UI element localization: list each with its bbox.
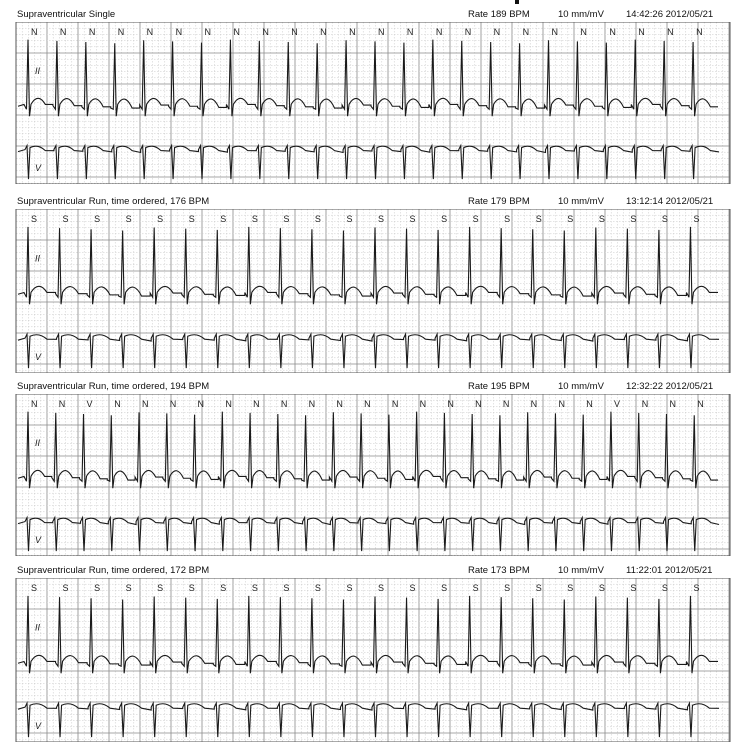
beat-annotation-label: S [504,583,511,593]
beat-annotation-label: S [314,214,321,224]
beat-annotation-label: S [62,214,69,224]
strip-title: Supraventricular Run, time ordered, 176 BPM [17,196,210,207]
beat-annotation-label: N [667,27,674,37]
strip-header [0,8,736,22]
beat-annotation-label: N [641,399,649,409]
ecg-grid-and-trace [0,209,736,373]
beat-annotation-label: N [669,399,676,409]
ecg-grid-and-trace [0,22,736,184]
heart-rate: Rate 189 BPM [468,9,530,20]
beat-annotation-label: N [31,399,38,409]
beat-annotation-label: S [630,214,637,224]
beat-annotation-label: S [125,214,132,224]
beat-annotation-label: S [567,583,574,593]
beat-annotation-label: N [114,399,121,409]
beat-annotation-label: S [409,214,416,224]
strip-timestamp: 12:32:22 2012/05/21 [626,381,714,392]
beat-annotation-label: N [697,399,704,409]
beat-annotation-label: N [233,27,240,37]
ecg-grid [16,22,730,184]
beat-annotation-label: S [31,214,38,224]
beat-annotation-label: S [62,583,69,593]
lead-ii-label: II [35,65,41,76]
ecg-strip-1 [0,8,736,186]
beat-annotation-label: N [175,27,183,37]
beat-annotation-label: S [661,214,668,224]
gain-setting: 10 mm/mV [558,9,604,20]
beat-annotation-label: S [472,583,479,593]
heart-rate: Rate 179 BPM [468,196,530,207]
beat-annotation-label: S [567,214,574,224]
beat-annotation-label: S [598,583,605,593]
heart-rate: Rate 173 BPM [468,565,530,576]
beat-annotation-label: S [157,583,164,593]
ecg-strip-4 [0,564,736,744]
gain-setting: 10 mm/mV [558,196,604,207]
beat-annotation-label: S [283,214,290,224]
ecg-strip-3 [0,380,736,558]
beat-annotation-label: S [378,583,385,593]
beat-annotation-label: N [558,399,565,409]
beat-annotation-label: N [59,27,67,37]
beat-annotation-label: S [630,583,637,593]
beat-annotation-label: S [251,214,258,224]
beat-annotation-label: N [320,27,327,37]
beat-annotation-label: S [535,214,542,224]
beat-annotation-label: V [613,399,620,409]
beat-annotation-label: S [125,583,132,593]
beat-annotation-label: N [88,27,96,37]
beat-annotation-label: N [493,27,501,37]
beat-annotation-label: N [225,399,232,409]
beat-annotation-label: N [146,27,154,37]
beat-annotation-label: N [262,27,269,37]
beat-annotation-label: S [220,214,227,224]
beat-annotation-label: S [314,583,321,593]
beat-annotation-label: N [464,27,472,37]
beat-annotation-label: S [251,583,258,593]
beat-annotation-label: S [220,583,227,593]
strip-timestamp: 14:42:26 2012/05/21 [626,9,714,20]
ecg-strip-2 [0,195,736,375]
beat-annotation-label: S [409,583,416,593]
beat-annotation-label: N [253,399,260,409]
lead-ii-trace [18,227,718,304]
beat-annotation-label: S [598,214,605,224]
lead-ii-trace [18,596,718,673]
strip-timestamp: 13:12:14 2012/05/21 [626,196,714,207]
lead-v-trace [18,518,719,552]
beat-annotation-label: N [308,399,316,409]
beat-annotation-label: N [419,399,427,409]
beat-annotation-label: N [197,399,205,409]
beat-annotation-label: N [435,27,443,37]
beat-annotation-label: N [406,27,414,37]
beat-annotation-label: S [188,583,195,593]
beat-annotation-label: N [142,399,149,409]
lead-v-label: V [35,351,42,362]
beat-annotation-label: N [551,27,558,37]
ecg-grid-and-trace [0,394,736,556]
gain-setting: 10 mm/mV [558,565,604,576]
beat-annotation-label: N [169,399,177,409]
beat-annotation-label: N [391,399,399,409]
strip-title: Supraventricular Run, time ordered, 194 BPM [17,381,210,392]
beat-annotation-label: S [94,583,101,593]
beat-annotation-label: N [364,399,371,409]
heart-rate: Rate 195 BPM [468,381,530,392]
beat-annotation-label: N [586,399,593,409]
beat-annotation-label: S [661,583,668,593]
lead-ii-label: II [35,622,41,633]
strip-title: Supraventricular Single [17,9,116,20]
beat-annotation-label: N [530,399,538,409]
strip-title: Supraventricular Run, time ordered, 172 BPM [17,565,210,576]
beat-annotation-label: N [349,27,356,37]
beat-annotation-label: S [346,583,353,593]
strip-timestamp: 11:22:01 2012/05/21 [626,565,713,576]
lead-ii-label: II [35,253,41,264]
beat-annotation-label: N [638,27,645,37]
beat-annotation-label: S [188,214,195,224]
beat-annotation-label: N [502,399,510,409]
lead-v-label: V [35,163,42,174]
page-dot-mark [515,0,519,4]
beat-annotation-label: N [336,399,343,409]
beat-annotation-label: S [283,583,290,593]
beat-annotation-label: S [693,214,700,224]
beat-annotation-label: S [441,214,448,224]
ecg-grid-and-trace [0,578,736,742]
beat-annotation-label: N [280,399,288,409]
gain-setting: 10 mm/mV [558,381,604,392]
beat-annotation-label: N [204,27,211,37]
beat-annotation-label: N [58,399,66,409]
beat-annotation-label: S [157,214,164,224]
beat-annotation-label: N [609,27,616,37]
beat-annotation-label: V [86,399,93,409]
beat-annotation-label: S [504,214,511,224]
beat-annotation-label: S [31,583,38,593]
beat-annotation-label: N [447,399,454,409]
beat-annotation-label: S [472,214,479,224]
lead-v-label: V [35,535,42,546]
lead-v-trace [18,146,719,180]
strip-header [0,380,736,394]
beat-annotation-label: N [291,27,298,37]
beat-annotation-label: N [31,27,38,37]
beat-annotation-label: S [441,583,448,593]
lead-ii-label: II [35,437,41,448]
beat-annotation-label: N [378,27,385,37]
beat-annotation-label: N [117,27,125,37]
beat-annotation-label: S [535,583,542,593]
ecg-grid [16,394,730,556]
beat-annotation-label: S [94,214,101,224]
strip-header [0,195,736,209]
strip-header [0,564,736,578]
beat-annotation-label: S [346,214,353,224]
beat-annotation-label: N [580,27,587,37]
beat-annotation-label: N [522,27,530,37]
beat-annotation-label: S [693,583,700,593]
beat-annotation-label: N [696,27,703,37]
beat-annotation-label: N [475,399,482,409]
lead-v-label: V [35,720,42,731]
beat-annotation-label: S [378,214,385,224]
